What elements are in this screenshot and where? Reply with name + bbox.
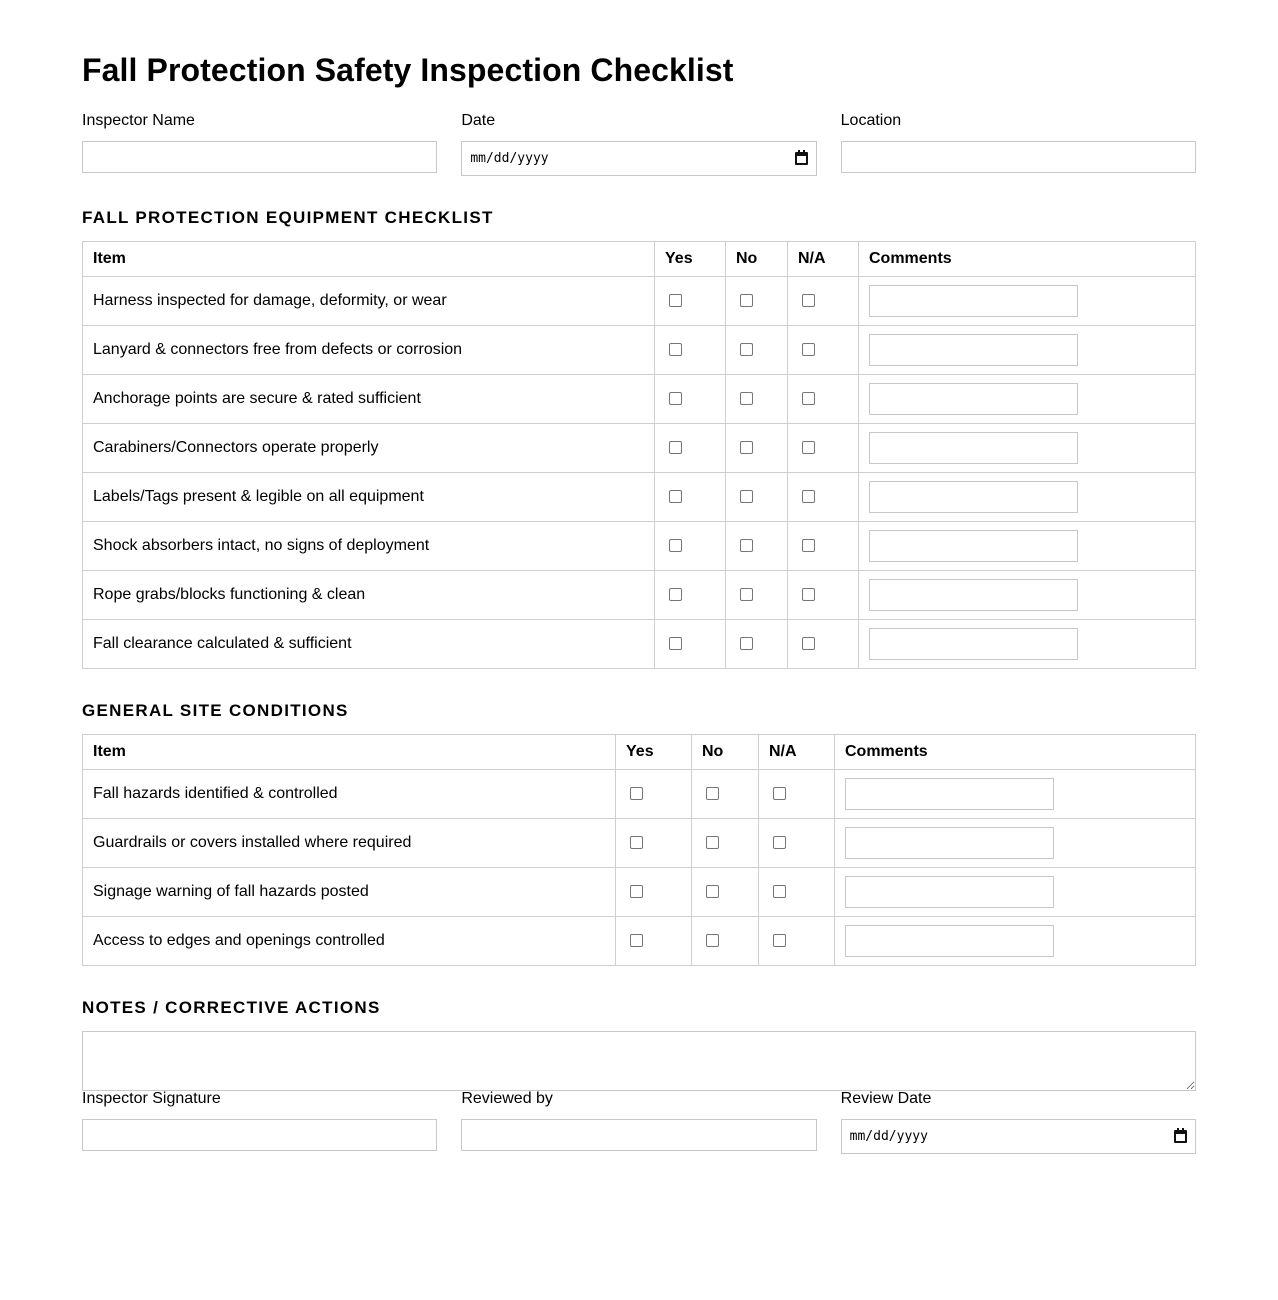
no-cell	[726, 326, 788, 375]
table-header-row	[83, 242, 1196, 277]
na-checkbox[interactable]	[773, 885, 786, 898]
yes-checkbox[interactable]	[669, 441, 682, 454]
na-cell	[759, 819, 835, 868]
item-label: Lanyard & connectors free from defects or corrosion	[83, 326, 655, 375]
inspector-name-input[interactable]	[82, 141, 437, 173]
table-row	[83, 473, 1196, 522]
comments-input[interactable]	[869, 334, 1078, 366]
no-checkbox[interactable]	[706, 836, 719, 849]
no-cell	[726, 473, 788, 522]
yes-cell	[655, 424, 726, 473]
comments-cell	[835, 868, 1196, 917]
comments-input[interactable]	[845, 827, 1054, 859]
comments-input[interactable]	[845, 925, 1054, 957]
notes-section-heading: NOTES / CORRECTIVE ACTIONS	[82, 998, 381, 1017]
comments-input[interactable]	[845, 876, 1054, 908]
na-checkbox[interactable]	[802, 392, 815, 405]
column-header-item: Item	[83, 735, 616, 770]
yes-cell	[616, 917, 692, 966]
no-checkbox[interactable]	[740, 637, 753, 650]
table-row	[83, 917, 1196, 966]
item-label: Fall hazards identified & controlled	[83, 770, 616, 819]
na-cell	[759, 770, 835, 819]
no-cell	[692, 917, 759, 966]
na-cell	[788, 620, 859, 669]
column-header-no: No	[726, 242, 788, 277]
na-cell	[759, 868, 835, 917]
yes-cell	[655, 571, 726, 620]
comments-cell	[859, 424, 1196, 473]
table-row	[83, 819, 1196, 868]
location-input[interactable]	[841, 141, 1196, 173]
yes-cell	[655, 473, 726, 522]
yes-checkbox[interactable]	[669, 490, 682, 503]
table-row	[83, 424, 1196, 473]
footer-fields	[82, 1089, 1196, 1154]
comments-cell	[835, 819, 1196, 868]
column-header-na: N/A	[788, 242, 859, 277]
item-label: Fall clearance calculated & sufficient	[83, 620, 655, 669]
yes-cell	[655, 375, 726, 424]
na-cell	[788, 277, 859, 326]
yes-checkbox[interactable]	[630, 934, 643, 947]
reviewed-by-input[interactable]	[461, 1119, 816, 1151]
inspector-signature-input[interactable]	[82, 1119, 437, 1151]
table-row	[83, 620, 1196, 669]
no-checkbox[interactable]	[740, 539, 753, 552]
item-label: Access to edges and openings controlled	[83, 917, 616, 966]
date-input[interactable]	[461, 141, 816, 176]
yes-checkbox[interactable]	[669, 343, 682, 356]
na-checkbox[interactable]	[773, 934, 786, 947]
yes-cell	[616, 868, 692, 917]
no-cell	[726, 620, 788, 669]
date-placeholder: mm/dd/yyyy	[470, 151, 549, 166]
item-label: Shock absorbers intact, no signs of deployment	[83, 522, 655, 571]
reviewed-by-label: Reviewed by	[461, 1090, 553, 1107]
no-checkbox[interactable]	[740, 343, 753, 356]
table-row	[83, 770, 1196, 819]
review-date-field	[841, 1089, 1196, 1154]
item-label: Carabiners/Connectors operate properly	[83, 424, 655, 473]
yes-cell	[616, 819, 692, 868]
item-label: Labels/Tags present & legible on all equipment	[83, 473, 655, 522]
na-cell	[788, 375, 859, 424]
na-cell	[788, 326, 859, 375]
yes-cell	[655, 620, 726, 669]
no-checkbox[interactable]	[740, 588, 753, 601]
notes-textarea[interactable]	[82, 1031, 1196, 1091]
table-row	[83, 375, 1196, 424]
comments-cell	[859, 571, 1196, 620]
yes-cell	[655, 326, 726, 375]
na-checkbox[interactable]	[802, 539, 815, 552]
no-cell	[692, 868, 759, 917]
date-field	[461, 111, 816, 176]
column-header-yes: Yes	[616, 735, 692, 770]
comments-input[interactable]	[869, 628, 1078, 660]
no-cell	[692, 819, 759, 868]
comments-cell	[859, 620, 1196, 669]
column-header-item: Item	[83, 242, 655, 277]
table-row	[83, 868, 1196, 917]
table-row	[83, 326, 1196, 375]
yes-checkbox[interactable]	[630, 885, 643, 898]
calendar-icon[interactable]	[1174, 1130, 1187, 1143]
inspector-name-field	[82, 111, 437, 176]
no-cell	[726, 571, 788, 620]
no-cell	[692, 770, 759, 819]
date-label: Date	[461, 112, 496, 129]
yes-cell	[655, 522, 726, 571]
column-header-comments: Comments	[835, 735, 1196, 770]
equipment-checklist-table	[82, 241, 1196, 669]
item-label: Rope grabs/blocks functioning & clean	[83, 571, 655, 620]
na-checkbox[interactable]	[802, 441, 815, 454]
comments-input[interactable]	[869, 530, 1078, 562]
reviewed-by-field	[461, 1089, 816, 1154]
no-checkbox[interactable]	[740, 441, 753, 454]
yes-checkbox[interactable]	[669, 637, 682, 650]
yes-cell	[655, 277, 726, 326]
na-cell	[788, 424, 859, 473]
na-cell	[788, 473, 859, 522]
equipment-section-heading: FALL PROTECTION EQUIPMENT CHECKLIST	[82, 208, 494, 227]
na-cell	[759, 917, 835, 966]
na-cell	[788, 522, 859, 571]
no-checkbox[interactable]	[706, 934, 719, 947]
na-checkbox[interactable]	[773, 836, 786, 849]
column-header-yes: Yes	[655, 242, 726, 277]
comments-cell	[835, 917, 1196, 966]
table-row	[83, 277, 1196, 326]
comments-input[interactable]	[869, 285, 1078, 317]
no-checkbox[interactable]	[740, 392, 753, 405]
column-header-no: No	[692, 735, 759, 770]
item-label: Anchorage points are secure & rated sufficient	[83, 375, 655, 424]
na-checkbox[interactable]	[802, 294, 815, 307]
no-cell	[726, 277, 788, 326]
column-header-na: N/A	[759, 735, 835, 770]
na-checkbox[interactable]	[773, 787, 786, 800]
yes-checkbox[interactable]	[669, 588, 682, 601]
column-header-comments: Comments	[859, 242, 1196, 277]
yes-checkbox[interactable]	[630, 836, 643, 849]
item-label: Signage warning of fall hazards posted	[83, 868, 616, 917]
comments-cell	[835, 770, 1196, 819]
yes-checkbox[interactable]	[669, 392, 682, 405]
comments-cell	[859, 326, 1196, 375]
na-checkbox[interactable]	[802, 490, 815, 503]
no-cell	[726, 375, 788, 424]
no-checkbox[interactable]	[740, 490, 753, 503]
inspector-name-label: Inspector Name	[82, 112, 195, 129]
calendar-icon[interactable]	[795, 152, 808, 165]
item-label: Guardrails or covers installed where required	[83, 819, 616, 868]
yes-cell	[616, 770, 692, 819]
site-section-heading: GENERAL SITE CONDITIONS	[82, 701, 349, 720]
no-cell	[726, 522, 788, 571]
comments-input[interactable]	[845, 778, 1054, 810]
yes-checkbox[interactable]	[669, 294, 682, 307]
location-label: Location	[840, 112, 902, 129]
review-date-input[interactable]	[841, 1119, 1196, 1154]
table-row	[83, 571, 1196, 620]
header-fields	[82, 111, 1196, 176]
review-date-placeholder: mm/dd/yyyy	[849, 1129, 928, 1144]
yes-checkbox[interactable]	[669, 539, 682, 552]
na-checkbox[interactable]	[802, 637, 815, 650]
comments-input[interactable]	[869, 383, 1078, 415]
comments-cell	[859, 522, 1196, 571]
item-label: Harness inspected for damage, deformity, or wear	[83, 277, 655, 326]
site-conditions-table	[82, 734, 1196, 966]
page-title: Fall Protection Safety Inspection Checklist	[82, 52, 734, 88]
no-checkbox[interactable]	[706, 885, 719, 898]
comments-input[interactable]	[869, 432, 1078, 464]
comments-cell	[859, 277, 1196, 326]
inspector-signature-field	[82, 1089, 437, 1154]
na-checkbox[interactable]	[802, 343, 815, 356]
yes-checkbox[interactable]	[630, 787, 643, 800]
inspector-signature-label: Inspector Signature	[82, 1090, 221, 1107]
comments-cell	[859, 473, 1196, 522]
comments-cell	[859, 375, 1196, 424]
table-header-row	[83, 735, 1196, 770]
review-date-label: Review Date	[840, 1090, 932, 1107]
no-checkbox[interactable]	[706, 787, 719, 800]
comments-input[interactable]	[869, 579, 1078, 611]
na-cell	[788, 571, 859, 620]
no-cell	[726, 424, 788, 473]
na-checkbox[interactable]	[802, 588, 815, 601]
location-field	[841, 111, 1196, 176]
no-checkbox[interactable]	[740, 294, 753, 307]
table-row	[83, 522, 1196, 571]
comments-input[interactable]	[869, 481, 1078, 513]
